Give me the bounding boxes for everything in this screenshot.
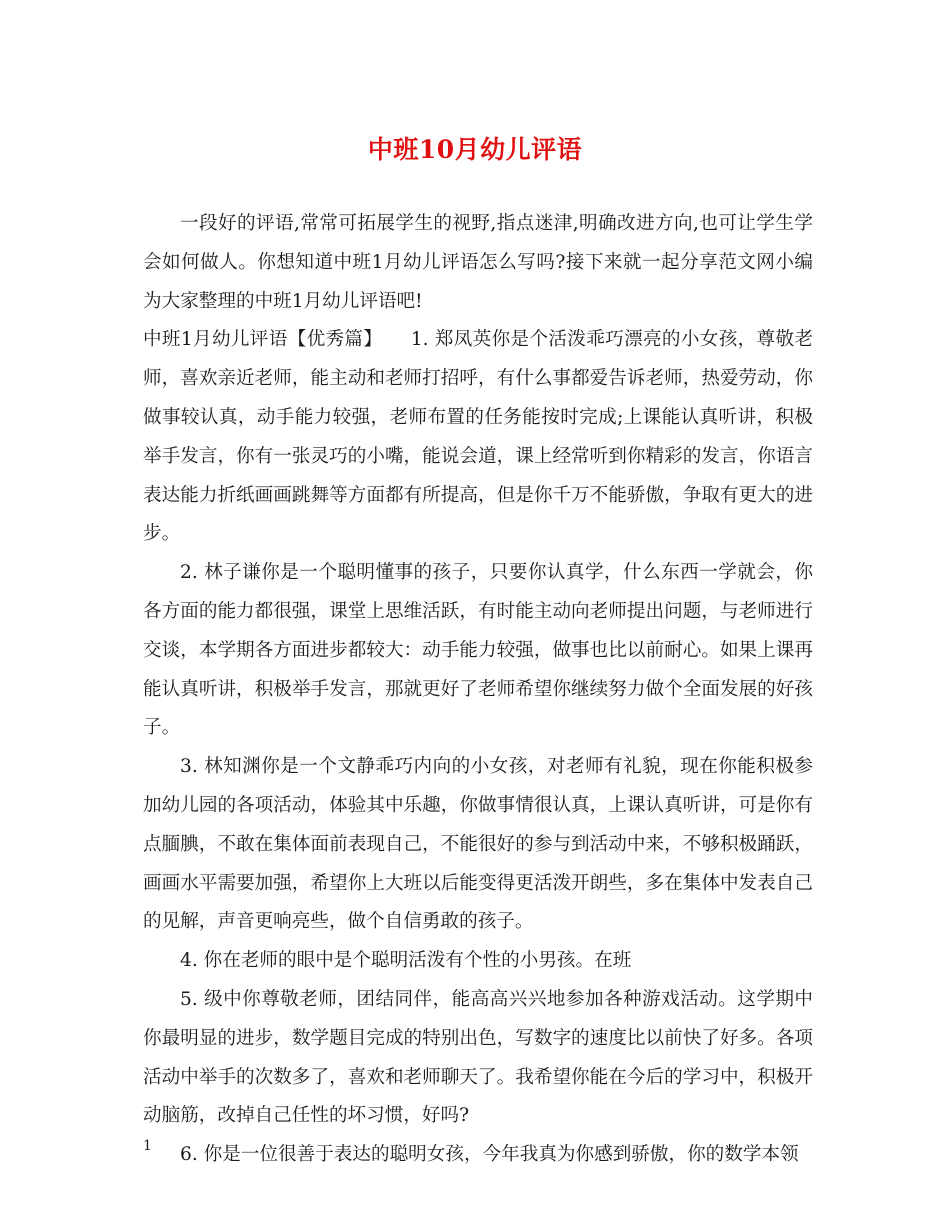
paragraph-item-4: 4. 你在老师的眼中是个聪明活泼有个性的小男孩。在班 [180,950,632,972]
page-number: 1 [143,1138,152,1154]
document-title: 中班10月幼儿评语 [367,135,583,164]
paragraph-item-6: 6. 你是一位很善于表达的聪明女孩，今年我真为你感到骄傲，你的数学本领 [180,1144,799,1166]
paragraph-item-3: 3. 林知渊你是一个文静乖巧内向的小女孩，对老师有礼貌，现在你能积极参加幼儿园的各项活动，体验其中乐趣，你做事情很认真，上课认真听讲，可是你有点腼腆，不敢在集体面前表现自己，不能很好的参与到活动中来，不够积极踊跃，画画水平需要加强，希望你上大班以后能变得更活泼开朗些，多在集体中发表自己的见解，声音更响亮些，做个自信勇敢的孩子。 [143,756,813,933]
paragraph-intro: 一段好的评语,常常可拓展学生的视野,指点迷津,明确改进方向,也可让学生学会如何做人。你想知道中班1月幼儿评语怎么写吗?接下来就一起分享范文网小编为大家整理的中班1月幼儿评语吧! [143,213,813,312]
document-body [143,205,813,1175]
paragraph-item-2: 2. 林子谦你是一个聪明懂事的孩子，只要你认真学，什么东西一学就会，你各方面的能力都很强，课堂上思维活跃，有时能主动向老师提出问题，与老师进行交谈，本学期各方面进步都较大：动手能力较强，做事也比以前耐心。如果上课再能认真听讲，积极举手发言，那就更好了老师希望你继续努力做个全面发展的好孩子。 [143,562,813,739]
paragraph-item-5: 5. 级中你尊敬老师，团结同伴，能高高兴兴地参加各种游戏活动。这学期中你最明显的进步，数学题目完成的特别出色，写数字的速度比以前快了好多。各项活动中举手的次数多了，喜欢和老师聊天了。我希望你能在今后的学习中，积极开动脑筋，改掉自己任性的坏习惯，好吗? [143,988,813,1127]
paragraph-item-1: 中班1月幼儿评语【优秀篇】 1. 郑凤英你是个活泼乖巧漂亮的小女孩，尊敬老师，喜欢亲近老师，能主动和老师打招呼，有什么事都爱告诉老师，热爱劳动，你做事较认真，动手能力较强，老师布置的任务能按时完成;上课能认真听讲，积极举手发言，你有一张灵巧的小嘴，能说会道，课上经常听到你精彩的发言，你语言表达能力折纸画画跳舞等方面都有所提高，但是你千万不能骄傲，争取有更大的进步。 [143,329,813,545]
